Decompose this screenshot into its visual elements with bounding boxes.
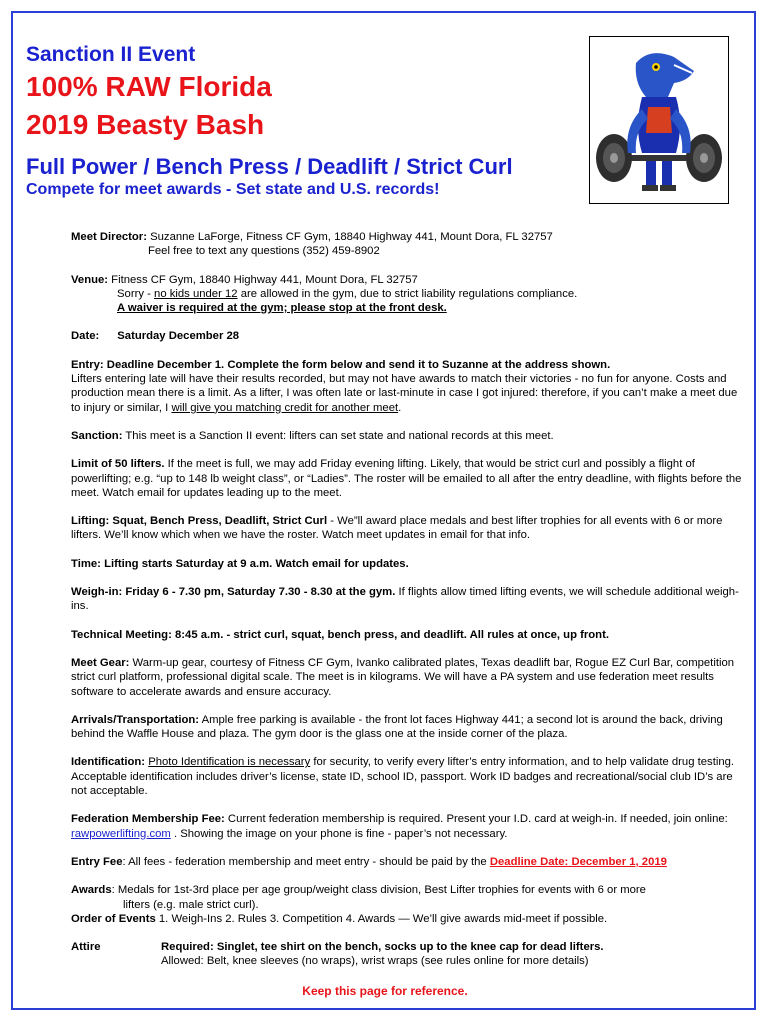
weighin-section <box>71 585 747 614</box>
venue-text: Fitness CF Gym, 18840 Highway 441, Mount Dora, FL 32757 <box>108 273 418 286</box>
membership-section <box>71 812 747 841</box>
venue-kids-notice <box>71 287 747 301</box>
event-title-year: 2019 Beasty Bash <box>26 109 265 140</box>
sanction-section <box>71 429 747 443</box>
technical-meeting-section: Technical Meeting: 8:45 a.m. - strict curl, squat, bench press, and deadlift. All rules at once, up front. <box>71 628 609 641</box>
footer-note: Keep this page for reference. <box>302 984 468 998</box>
meet-director-contact: Feel free to text any questions (352) 459-8902 <box>148 245 380 258</box>
gator-lifter-icon <box>590 37 728 203</box>
date-value: Saturday December 28 <box>117 330 240 343</box>
entry-fee-label: Entry Fee <box>71 855 123 868</box>
awards-line2: lifters (e.g. male strict curl). <box>123 898 259 911</box>
entry-label: Entry: <box>71 358 104 371</box>
identification-label: Identification: <box>71 756 146 769</box>
limit-section <box>71 457 747 500</box>
event-tagline: Compete for meet awards - Set state and U.S. records! <box>26 181 440 198</box>
identification-underlined: Photo Identification is necessary <box>148 756 311 769</box>
date-label: Date: <box>71 330 100 343</box>
arrivals-text: Ample free parking is available - the front lot faces Highway 441; a second lot is around the back, driving behind the Waffle House and plaza. The gym door is the glass one at the inside corner of the plaza. <box>71 713 723 741</box>
sanction-text: This meet is a Sanction II event: lifters can set state and national records at this meet. <box>122 429 554 442</box>
awards-label: Awards <box>71 884 112 897</box>
date-section <box>71 329 747 343</box>
lifting-label: Lifting: Squat, Bench Press, Deadlift, Strict Curl <box>71 515 328 528</box>
attire-label: Attire <box>71 941 101 954</box>
meet-gear-text: Warm-up gear, courtesy of Fitness CF Gym, Ivanko calibrated plates, Texas deadlift bar, Rogue EZ Curl Bar, competition strict curl platform, professional digital scale. The meet is in kilograms. We will have a PA system and use federation meet results software to accelerate awards and ensure accuracy. <box>71 656 735 698</box>
arrivals-label: Arrivals/Transportation: <box>71 713 200 726</box>
weighin-text: If flights allow timed lifting events, we will schedule additional weigh-ins. <box>71 586 739 613</box>
weighin-label: Weigh-in: Friday 6 - 7.30 pm, Saturday 7.30 - 8.30 at the gym. <box>71 586 396 599</box>
lifting-text: - We”ll award place medals and best lifter trophies for all events with 6 or more lifters. We’ll know which when we have the roster. Watch meet updates in email for that info. <box>71 515 723 542</box>
membership-label: Federation Membership Fee: <box>71 813 225 826</box>
time-section: Time: Lifting starts Saturday at 9 a.m. Watch email for updates. <box>71 557 409 570</box>
entry-deadline: Deadline December 1. Complete the form below and send it to Suzanne at the address shown. <box>103 358 611 371</box>
entry-end: . <box>398 401 402 414</box>
order-label: Order of Events <box>71 912 156 925</box>
venue-kids-pre: Sorry - <box>117 287 155 300</box>
awards-order-section <box>71 883 747 926</box>
entry-fee-deadline: Deadline Date: December 1, 2019 <box>489 855 667 868</box>
limit-label: Limit of 50 lifters. <box>71 458 165 471</box>
entry-credit-note: will give you matching credit for another meet <box>171 401 399 414</box>
meet-gear-section <box>71 656 747 699</box>
sanction-label: Sanction: <box>71 429 123 442</box>
entry-text: Lifters entering late will have their results recorded, but may not have awards to match their victories - no fun for anyone. Costs and production mean there is a limit. As a lifter, I was often late or last-minute in case I got injured: therefore, if you can’t make a meet due to injury or similar, I <box>71 373 738 414</box>
entry-fee-section <box>71 855 747 869</box>
event-title: 100% RAW Florida <box>26 71 272 102</box>
venue-waiver-notice: A waiver is required at the gym; please stop at the front desk. <box>117 302 447 315</box>
venue-kids-underlined: no kids under 12 <box>154 287 238 300</box>
event-details <box>71 230 747 969</box>
entry-fee-text: : All fees - federation membership and meet entry - should be paid by the <box>122 855 490 868</box>
attire-allowed: Allowed: Belt, knee sleeves (no wraps), wrist wraps (see rules online for more details) <box>161 955 589 968</box>
rawpowerlifting-link[interactable]: rawpowerlifting.com <box>71 827 171 840</box>
gator-lifter-logo <box>589 36 729 204</box>
identification-section <box>71 755 747 798</box>
attire-required: Required: Singlet, tee shirt on the bench, socks up to the knee cap for dead lifters. <box>161 941 604 954</box>
sanction-heading: Sanction II Event <box>26 43 196 66</box>
awards-text: : Medals for 1st-3rd place per age group/weight class division, Best Lifter trophies for events with 6 or more <box>111 884 646 897</box>
meet-director-label: Meet Director: <box>71 231 147 243</box>
venue-kids-post: are allowed in the gym, due to strict liability regulations compliance. <box>237 287 578 300</box>
limit-text: If the meet is full, we may add Friday evening lifting. Likely, that would be strict curl and possibly a flight of powerlifting; e.g. “up to 148 lb weight class”, or “Ladies”. The roster will be emailed to all after the entry deadline, with flights before the meet. Watch email for updates leading up to the meet. <box>71 458 742 499</box>
meet-director-section <box>71 230 747 259</box>
order-text: 1. Weigh-Ins 2. Rules 3. Competition 4. Awards — We’ll give awards mid-meet if possible. <box>155 912 608 925</box>
venue-section <box>71 273 747 316</box>
entry-section <box>71 358 747 415</box>
meet-gear-label: Meet Gear: <box>71 656 130 669</box>
identification-text: for security, to verify every lifter’s entry information, and to help validate drug testing. Acceptable identification includes driver’s license, state ID, school ID, passport. Work ID badges and recreational/social club ID’s are not acceptable. <box>71 756 735 798</box>
lifting-section <box>71 514 747 543</box>
meet-director-text: Suzanne LaForge, Fitness CF Gym, 18840 Highway 441, Mount Dora, FL 32757 <box>146 231 553 243</box>
venue-label: Venue: <box>71 273 109 286</box>
arrivals-section <box>71 713 747 742</box>
attire-section <box>71 940 747 969</box>
membership-post: . Showing the image on your phone is fine - paper’s not necessary. <box>170 827 508 840</box>
membership-text: Current federation membership is required. Present your I.D. card at weigh-in. If needed, join online: <box>224 813 728 826</box>
event-subtitle: Full Power / Bench Press / Deadlift / Strict Curl <box>26 154 513 179</box>
